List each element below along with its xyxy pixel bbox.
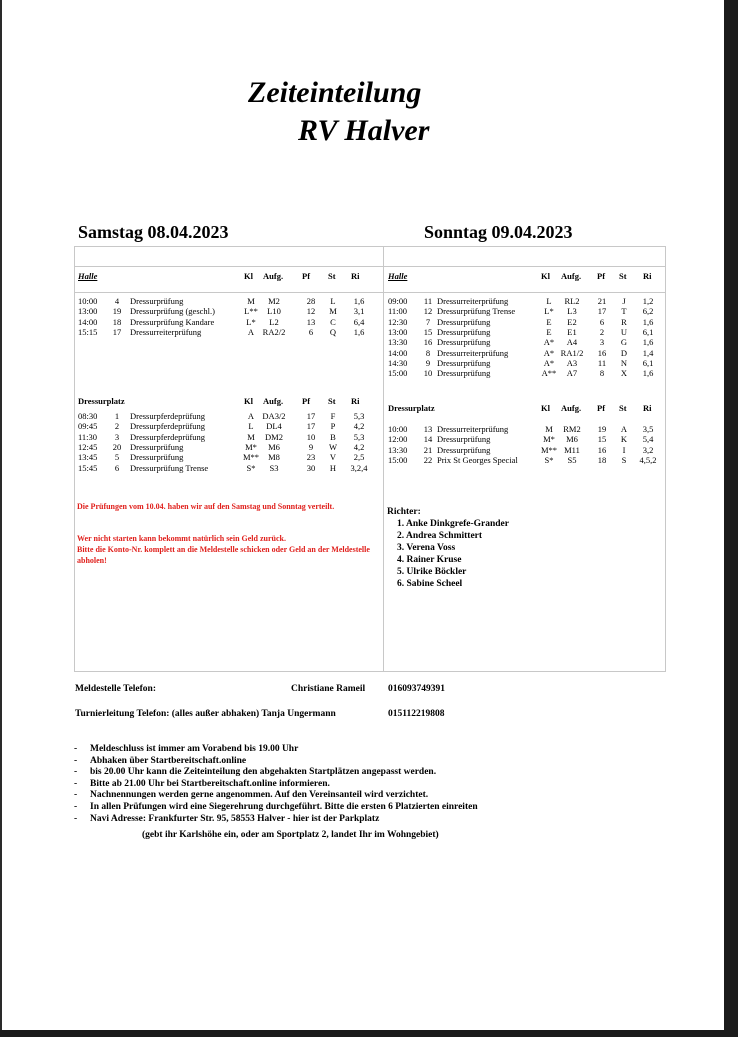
bullet-item: [74, 744, 554, 755]
cell-time: 10:00: [78, 296, 98, 306]
cell-kl: L*: [544, 306, 554, 317]
cell-st: W: [328, 441, 338, 452]
cell-ri: 1,2: [642, 296, 654, 306]
turnierleitung-label: Turnierleitung Telefon: (alles außer abhaken) Tanja Ungermann: [75, 709, 336, 719]
cell-aufg: E2: [567, 316, 577, 327]
cell-aufg: L3: [567, 306, 577, 317]
table-row: [386, 455, 676, 465]
cell-nr: 22: [423, 454, 433, 465]
cell-pf: 18: [597, 454, 607, 465]
bullet-text: Nachnennungen werden gerne angenommen. Auf den Vereinsanteil wird verzichtet.: [90, 790, 429, 801]
cell-time: 09:45: [78, 421, 98, 432]
cell-time: 14:00: [78, 316, 98, 327]
table-row: [76, 296, 366, 306]
bullet-item: [74, 802, 554, 813]
cell-pf: 19: [597, 424, 607, 434]
cell-pf: 23: [306, 452, 316, 463]
cell-aufg: RL2: [564, 296, 580, 306]
cell-pf: 21: [597, 296, 607, 306]
cell-st: T: [621, 306, 627, 317]
cell-pf: 16: [597, 444, 607, 455]
saturday-heading: Samstag 08.04.2023: [78, 222, 229, 242]
cell-kl: M**: [242, 452, 260, 463]
cell-st: D: [620, 347, 628, 358]
cell-st: I: [622, 444, 626, 455]
cell-ri: 6,1: [642, 357, 654, 368]
cell-name: Dressurpferdeprüfung: [130, 431, 206, 442]
cell-ri: 1,6: [642, 368, 654, 379]
cell-nr: 7: [425, 316, 431, 327]
cell-pf: 12: [306, 306, 316, 317]
bullet-dash: -: [74, 744, 78, 754]
cell-time: 08:30: [78, 411, 98, 421]
cell-st: J: [622, 296, 626, 306]
table-header-rule: [74, 292, 666, 293]
cell-aufg: L2: [269, 316, 279, 327]
cell-nr: 3: [114, 431, 120, 442]
cell-ri: 1,6: [353, 296, 365, 306]
cell-name: Dressurprüfung: [437, 368, 491, 379]
cell-nr: 12: [423, 306, 433, 317]
cell-aufg: L10: [267, 306, 281, 317]
note-distributed: Die Prüfungen vom 10.04. haben wir auf den Samstag und Sonntag verteilt.: [77, 502, 335, 511]
cell-nr: 17: [112, 326, 122, 337]
judge-name: 6. Sabine Scheel: [397, 579, 463, 589]
navi-extra-note: (gebt ihr Karlshöhe ein, oder am Sportplatz 2, landet Ihr im Wohngebiet): [142, 830, 439, 840]
cell-time: 10:00: [388, 424, 408, 434]
table-row: [386, 306, 676, 316]
cell-pf: 6: [308, 326, 314, 337]
cell-kl: E: [546, 326, 552, 337]
cell-nr: 10: [423, 368, 433, 379]
cell-aufg: M8: [268, 452, 280, 463]
cell-ri: 1,6: [642, 316, 654, 327]
table-row: [386, 317, 676, 327]
cell-aufg: A7: [566, 368, 578, 379]
cell-st: X: [620, 368, 628, 379]
cell-pf: 2: [599, 326, 605, 337]
column-header-kl: Kl: [244, 271, 253, 281]
cell-st: C: [330, 316, 336, 327]
cell-pf: 17: [597, 306, 607, 317]
column-header-pf: Pf: [597, 403, 606, 413]
cell-name: Dressurprüfung: [130, 296, 184, 306]
cell-ri: 5,3: [353, 431, 365, 442]
cell-st: L: [330, 296, 336, 306]
bullet-text: Bitte ab 21.00 Uhr bei Startbereitschaft.online informieren.: [90, 778, 330, 789]
cell-pf: 13: [306, 316, 316, 327]
table-row: [386, 445, 676, 455]
bullet-item: [74, 779, 554, 790]
cell-nr: 18: [112, 316, 122, 327]
cell-aufg: DL4: [266, 421, 282, 432]
cell-name: Dressurprüfung Kandare: [130, 316, 215, 327]
meldestelle-phone: 016093749391: [388, 684, 445, 694]
cell-st: M: [329, 306, 337, 317]
cell-aufg: M11: [564, 444, 580, 455]
cell-aufg: M6: [268, 441, 280, 452]
note-refund: Wer nicht starten kann bekommt natürlich sein Geld zurück.: [77, 534, 286, 543]
cell-name: Dressurreiterprüfung: [437, 296, 509, 306]
cell-time: 14:00: [388, 347, 408, 358]
cell-kl: M*: [245, 441, 257, 452]
column-header-kl: Kl: [541, 403, 550, 413]
column-header-aufg: Aufg.: [263, 396, 284, 406]
page-bottom-edge: [0, 1030, 738, 1037]
table-row: [76, 463, 366, 473]
table-row: [76, 327, 366, 337]
cell-st: U: [620, 326, 628, 337]
cell-nr: 1: [114, 411, 120, 421]
cell-aufg: RA2/2: [262, 326, 286, 337]
cell-nr: 20: [112, 441, 122, 452]
column-header-aufg: Aufg.: [263, 271, 284, 281]
cell-time: 09:00: [388, 296, 408, 306]
column-header-aufg: Aufg.: [561, 403, 582, 413]
cell-aufg: RM2: [563, 424, 581, 434]
cell-name: Dressurreiterprüfung: [437, 347, 509, 358]
cell-st: N: [620, 357, 628, 368]
cell-st: P: [330, 421, 336, 432]
cell-ri: 5,3: [353, 411, 365, 421]
bullet-item: [74, 790, 554, 801]
cell-st: A: [620, 424, 628, 434]
table-row: [386, 337, 676, 347]
bullet-text: Navi Adresse: Frankfurter Str. 95, 58553 Halver - hier ist der Parkplatz: [90, 813, 380, 824]
column-header-kl: Kl: [541, 271, 550, 281]
cell-time: 11:30: [78, 431, 98, 442]
table-row: [76, 432, 366, 442]
section-label: Dressurplatz: [388, 403, 435, 413]
cell-ri: 4,2: [353, 441, 365, 452]
cell-nr: 6: [114, 462, 120, 473]
judge-name: 2. Andrea Schmittert: [397, 531, 483, 541]
column-header-pf: Pf: [302, 396, 311, 406]
cell-ri: 3,2: [642, 444, 654, 455]
column-header-ri: Ri: [351, 396, 360, 406]
cell-nr: 8: [425, 347, 431, 358]
cell-name: Dressurprüfung (geschl.): [130, 306, 215, 317]
cell-ri: 5,4: [642, 434, 654, 445]
cell-name: Dressurprüfung: [437, 357, 491, 368]
cell-kl: A**: [541, 368, 557, 379]
cell-nr: 13: [423, 424, 433, 434]
table-row: [386, 434, 676, 444]
cell-kl: E: [546, 316, 552, 327]
cell-pf: 11: [597, 357, 607, 368]
column-header-ri: Ri: [643, 403, 652, 413]
cell-name: Dressurreiterprüfung: [437, 424, 509, 434]
cell-nr: 5: [114, 452, 120, 463]
title-line2: RV Halver: [298, 114, 430, 147]
judge-name: 4. Rainer Kruse: [397, 555, 462, 565]
table-row: [76, 317, 366, 327]
cell-nr: 19: [112, 306, 122, 317]
column-header-st: St: [619, 271, 627, 281]
cell-st: G: [620, 337, 628, 348]
bullet-dash: -: [74, 778, 78, 789]
cell-nr: 14: [423, 434, 433, 445]
cell-time: 15:00: [388, 454, 408, 465]
cell-ri: 4,2: [353, 421, 365, 432]
cell-nr: 11: [423, 296, 433, 306]
cell-nr: 4: [114, 296, 120, 306]
cell-name: Dressurprüfung Trense: [130, 462, 209, 473]
table-row: [386, 424, 676, 434]
cell-time: 13:30: [388, 444, 408, 455]
cell-nr: 2: [114, 421, 120, 432]
page-edge: [724, 0, 738, 1037]
table-row: [76, 306, 366, 316]
cell-time: 12:00: [388, 434, 408, 445]
table-row: [386, 296, 676, 306]
cell-name: Dressurreiterprüfung: [130, 326, 202, 337]
cell-name: Dressurprüfung: [437, 326, 491, 337]
sunday-heading: Sonntag 09.04.2023: [424, 222, 573, 242]
section-label: Halle: [388, 271, 408, 281]
cell-name: Dressurprüfung: [437, 434, 491, 445]
cell-pf: 16: [597, 347, 607, 358]
cell-kl: M: [247, 431, 255, 442]
cell-ri: 4,5,2: [639, 454, 657, 465]
turnierleitung-phone: 015112219808: [388, 709, 445, 719]
cell-name: Dressurprüfung: [437, 337, 491, 348]
cell-pf: 28: [306, 296, 316, 306]
cell-st: H: [329, 462, 337, 473]
cell-kl: A: [247, 411, 255, 421]
cell-kl: A*: [543, 357, 555, 368]
cell-st: F: [330, 411, 336, 421]
cell-kl: L: [546, 296, 552, 306]
table-row: [386, 327, 676, 337]
bullet-dash: -: [74, 813, 78, 824]
cell-nr: 9: [425, 357, 431, 368]
cell-kl: L: [248, 421, 254, 432]
cell-name: Dressurprüfung: [437, 444, 491, 455]
judges-list: [387, 506, 509, 590]
cell-aufg: S3: [269, 462, 279, 473]
cell-aufg: M6: [566, 434, 578, 445]
judge-name: 5. Ulrike Böckler: [397, 567, 467, 577]
table-row: [76, 411, 366, 421]
cell-ri: 1,6: [642, 337, 654, 348]
column-header-ri: Ri: [643, 271, 652, 281]
table-row: [76, 452, 366, 462]
bullet-dash: -: [74, 790, 78, 801]
cell-name: Prix St Georges Special: [437, 454, 518, 465]
bullet-dash: -: [74, 802, 78, 812]
cell-aufg: M2: [268, 296, 280, 306]
judge-name: 3. Verena Voss: [397, 543, 456, 553]
cell-st: R: [621, 316, 627, 327]
column-header-pf: Pf: [302, 271, 311, 281]
cell-time: 12:45: [78, 441, 98, 452]
note-account: Bitte die Konto-Nr. komplett an die Meldestelle schicken oder Geld an der Meldestelle abholen!: [77, 545, 370, 565]
cell-name: Dressurpferdeprüfung: [130, 421, 206, 432]
cell-time: 14:30: [388, 357, 408, 368]
bullet-text: Abhaken über Startbereitschaft.online: [90, 755, 247, 766]
table-top-rule: [74, 266, 666, 267]
table-row: [76, 442, 366, 452]
cell-st: K: [620, 434, 628, 445]
judges-label: Richter:: [387, 507, 421, 517]
cell-st: V: [329, 452, 337, 463]
bullet-item: [74, 756, 554, 767]
bullet-text: bis 20.00 Uhr kann die Zeiteinteilung den abgehakten Startplätzen angepasst werden.: [90, 767, 437, 778]
cell-time: 13:00: [388, 326, 408, 337]
cell-pf: 10: [306, 431, 316, 442]
cell-kl: A*: [543, 337, 555, 348]
judge-name: 1. Anke Dinkgrefe-Grander: [397, 519, 509, 529]
bullet-item: [74, 767, 554, 778]
cell-kl: A: [247, 326, 255, 337]
cell-nr: 16: [423, 337, 433, 348]
section-label: Dressurplatz: [78, 396, 125, 406]
cell-time: 15:15: [78, 326, 98, 337]
bullet-dash: -: [74, 755, 78, 766]
cell-pf: 8: [599, 368, 605, 379]
cell-kl: M**: [540, 444, 558, 455]
cell-ri: 6,4: [353, 316, 365, 327]
cell-ri: 3,2,4: [350, 462, 368, 473]
cell-time: 15:00: [388, 368, 408, 379]
cell-st: B: [330, 431, 336, 442]
section-label: Halle: [78, 271, 98, 281]
cell-ri: 3,1: [353, 306, 365, 317]
cell-kl: M*: [543, 434, 555, 445]
cell-kl: L**: [244, 306, 258, 317]
cell-ri: 1,6: [353, 326, 365, 337]
bullet-dash: -: [74, 767, 78, 778]
cell-st: Q: [329, 326, 337, 337]
cell-kl: A*: [543, 347, 555, 358]
cell-pf: 30: [306, 462, 316, 473]
cell-aufg: DM2: [265, 431, 283, 442]
table-row: [386, 368, 676, 378]
cell-pf: 9: [308, 441, 314, 452]
cell-time: 12:30: [388, 316, 408, 327]
column-header-st: St: [328, 271, 336, 281]
column-header-st: St: [328, 396, 336, 406]
cell-time: 11:00: [388, 306, 408, 317]
column-divider: [383, 246, 384, 671]
cell-ri: 6,1: [642, 326, 654, 337]
cell-aufg: E1: [567, 326, 577, 337]
cell-name: Dressurpferdeprüfung: [130, 411, 206, 421]
cell-aufg: A4: [566, 337, 578, 348]
meldestelle-name: Christiane Rameil: [291, 684, 366, 694]
cell-kl: M: [545, 424, 553, 434]
cell-pf: 6: [599, 316, 605, 327]
bullet-text: In allen Prüfungen wird eine Siegerehrung durchgeführt. Bitte die ersten 6 Platzierten einreiten: [90, 802, 478, 812]
cell-name: Dressurprüfung Trense: [437, 306, 516, 317]
cell-time: 13:00: [78, 306, 98, 317]
cell-ri: 1,4: [642, 347, 654, 358]
column-header-aufg: Aufg.: [561, 271, 582, 281]
cell-time: 15:45: [78, 462, 98, 473]
bullet-text: Meldeschluss ist immer am Vorabend bis 19.00 Uhr: [90, 744, 299, 754]
cell-kl: S*: [544, 454, 554, 465]
cell-kl: S*: [246, 462, 256, 473]
cell-ri: 2,5: [353, 452, 365, 463]
cell-ri: 6,2: [642, 306, 654, 317]
cell-kl: L*: [246, 316, 256, 327]
cell-pf: 3: [599, 337, 605, 348]
cell-nr: 21: [423, 444, 433, 455]
cell-pf: 15: [597, 434, 607, 445]
cell-aufg: DA3/2: [262, 411, 286, 421]
cell-ri: 3,5: [642, 424, 654, 434]
column-header-st: St: [619, 403, 627, 413]
cell-st: S: [621, 454, 627, 465]
cell-name: Dressurprüfung: [130, 452, 184, 463]
meldestelle-label: Meldestelle Telefon:: [75, 684, 156, 694]
column-header-pf: Pf: [597, 271, 606, 281]
cell-kl: M: [247, 296, 255, 306]
cell-time: 13:45: [78, 452, 98, 463]
cell-aufg: RA1/2: [560, 347, 584, 358]
cell-aufg: S5: [567, 454, 577, 465]
table-row: [76, 421, 366, 431]
cell-pf: 17: [306, 421, 316, 432]
cell-name: Dressurprüfung: [130, 441, 184, 452]
title-line1: Zeiteinteilung: [248, 76, 422, 109]
bullet-item: [74, 814, 554, 825]
column-header-kl: Kl: [244, 396, 253, 406]
table-row: [386, 348, 676, 358]
table-row: [386, 358, 676, 368]
cell-aufg: A3: [566, 357, 578, 368]
cell-nr: 15: [423, 326, 433, 337]
cell-name: Dressurprüfung: [437, 316, 491, 327]
column-header-ri: Ri: [351, 271, 360, 281]
cell-time: 13:30: [388, 337, 408, 348]
cell-pf: 17: [306, 411, 316, 421]
